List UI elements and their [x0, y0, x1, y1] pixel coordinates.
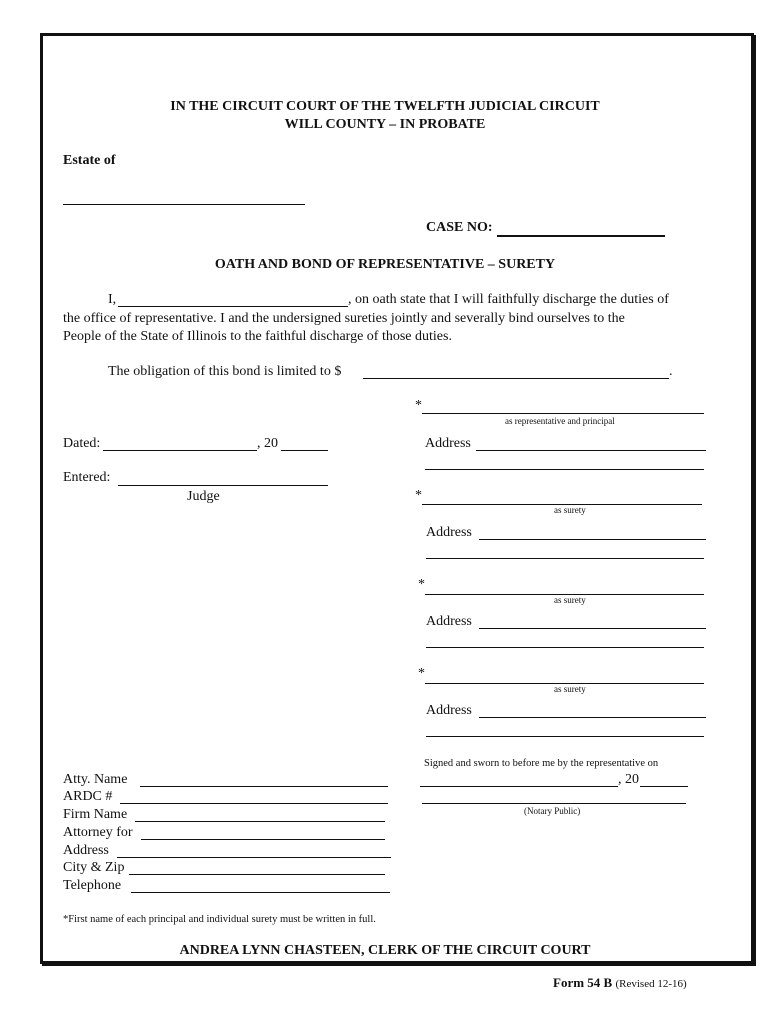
attorney-name-line[interactable] [140, 786, 388, 787]
asterisk-surety3: * [418, 666, 425, 681]
obligation-amount-line[interactable] [363, 378, 669, 379]
estate-name-line[interactable] [63, 204, 305, 205]
form-number-block [553, 975, 687, 991]
attorney-for-line[interactable] [141, 839, 385, 840]
form-border [40, 33, 754, 964]
notary-signature-line[interactable] [422, 803, 686, 804]
asterisk-surety1: * [415, 488, 422, 503]
surety1-caption: as surety [554, 505, 586, 515]
obligation-end: . [669, 364, 673, 379]
asterisk-surety2: * [418, 577, 425, 592]
oath-prefix: I, [108, 292, 117, 307]
attorney-for-label: Attorney for [63, 825, 133, 840]
oath-line2: the office of representative. I and the undersigned sureties jointly and severally bind ourselves to the [63, 311, 625, 326]
court-header-line1: IN THE CIRCUIT COURT OF THE TWELFTH JUDICIAL CIRCUIT [170, 99, 600, 114]
representative-name-line[interactable] [118, 306, 348, 307]
surety2-caption: as surety [554, 595, 586, 605]
principal-caption: as representative and principal [505, 416, 615, 426]
form-number: Form 54 B [553, 975, 613, 990]
ardc-label: ARDC # [63, 789, 113, 804]
notary-year-line[interactable] [640, 786, 688, 787]
asterisk-principal: * [415, 398, 422, 413]
dated-year-prefix: , 20 [257, 436, 278, 451]
surety1-address-line1[interactable] [479, 539, 706, 540]
entered-line[interactable] [118, 485, 328, 486]
attorney-address-label: Address [63, 843, 109, 858]
surety3-caption: as surety [554, 684, 586, 694]
surety2-address-label: Address [426, 614, 472, 629]
firm-name-label: Firm Name [63, 807, 128, 822]
dated-label: Dated: [63, 436, 101, 451]
court-header-line2: WILL COUNTY – IN PROBATE [284, 117, 486, 132]
principal-signature-line[interactable] [422, 413, 704, 414]
surety2-address-line1[interactable] [479, 628, 706, 629]
principal-address-line1[interactable] [476, 450, 706, 451]
case-no-line[interactable] [497, 235, 665, 237]
attorney-name-label: Atty. Name [63, 772, 128, 787]
surety1-address-line2[interactable] [426, 558, 704, 559]
principal-address-line2[interactable] [425, 469, 704, 470]
notary-caption: (Notary Public) [524, 806, 581, 816]
city-zip-line[interactable] [129, 874, 385, 875]
surety1-address-label: Address [426, 525, 472, 540]
surety2-address-line2[interactable] [426, 647, 704, 648]
case-no-label: CASE NO: [426, 220, 493, 235]
attorney-address-line[interactable] [117, 857, 391, 858]
firm-name-line[interactable] [135, 821, 385, 822]
notary-signed-text: Signed and sworn to before me by the representative on [424, 758, 659, 769]
oath-line1-suffix: , on oath state that I will faithfully discharge the duties of [348, 292, 669, 307]
ardc-line[interactable] [120, 803, 388, 804]
entered-label: Entered: [63, 470, 111, 485]
estate-label: Estate of [63, 153, 116, 168]
surety3-address-line2[interactable] [426, 736, 704, 737]
notary-year-prefix: , 20 [618, 772, 639, 787]
city-zip-label: City & Zip [63, 860, 125, 875]
telephone-line[interactable] [131, 892, 390, 893]
surety3-address-label: Address [426, 703, 472, 718]
clerk-name: ANDREA LYNN CHASTEEN, CLERK OF THE CIRCUIT COURT [179, 943, 591, 958]
form-title: OATH AND BOND OF REPRESENTATIVE – SURETY [214, 257, 556, 272]
principal-address-label: Address [425, 436, 471, 451]
dated-line[interactable] [103, 450, 257, 451]
judge-label: Judge [187, 489, 220, 504]
oath-line3: People of the State of Illinois to the faithful discharge of those duties. [63, 329, 452, 344]
footnote: *First name of each principal and individual surety must be written in full. [63, 914, 376, 925]
form-revised: (Revised 12-16) [615, 978, 687, 990]
telephone-label: Telephone [63, 878, 122, 893]
surety3-address-line1[interactable] [479, 717, 706, 718]
dated-year-line[interactable] [281, 450, 328, 451]
notary-date-line[interactable] [420, 786, 618, 787]
obligation-text: The obligation of this bond is limited to $ [108, 364, 342, 379]
